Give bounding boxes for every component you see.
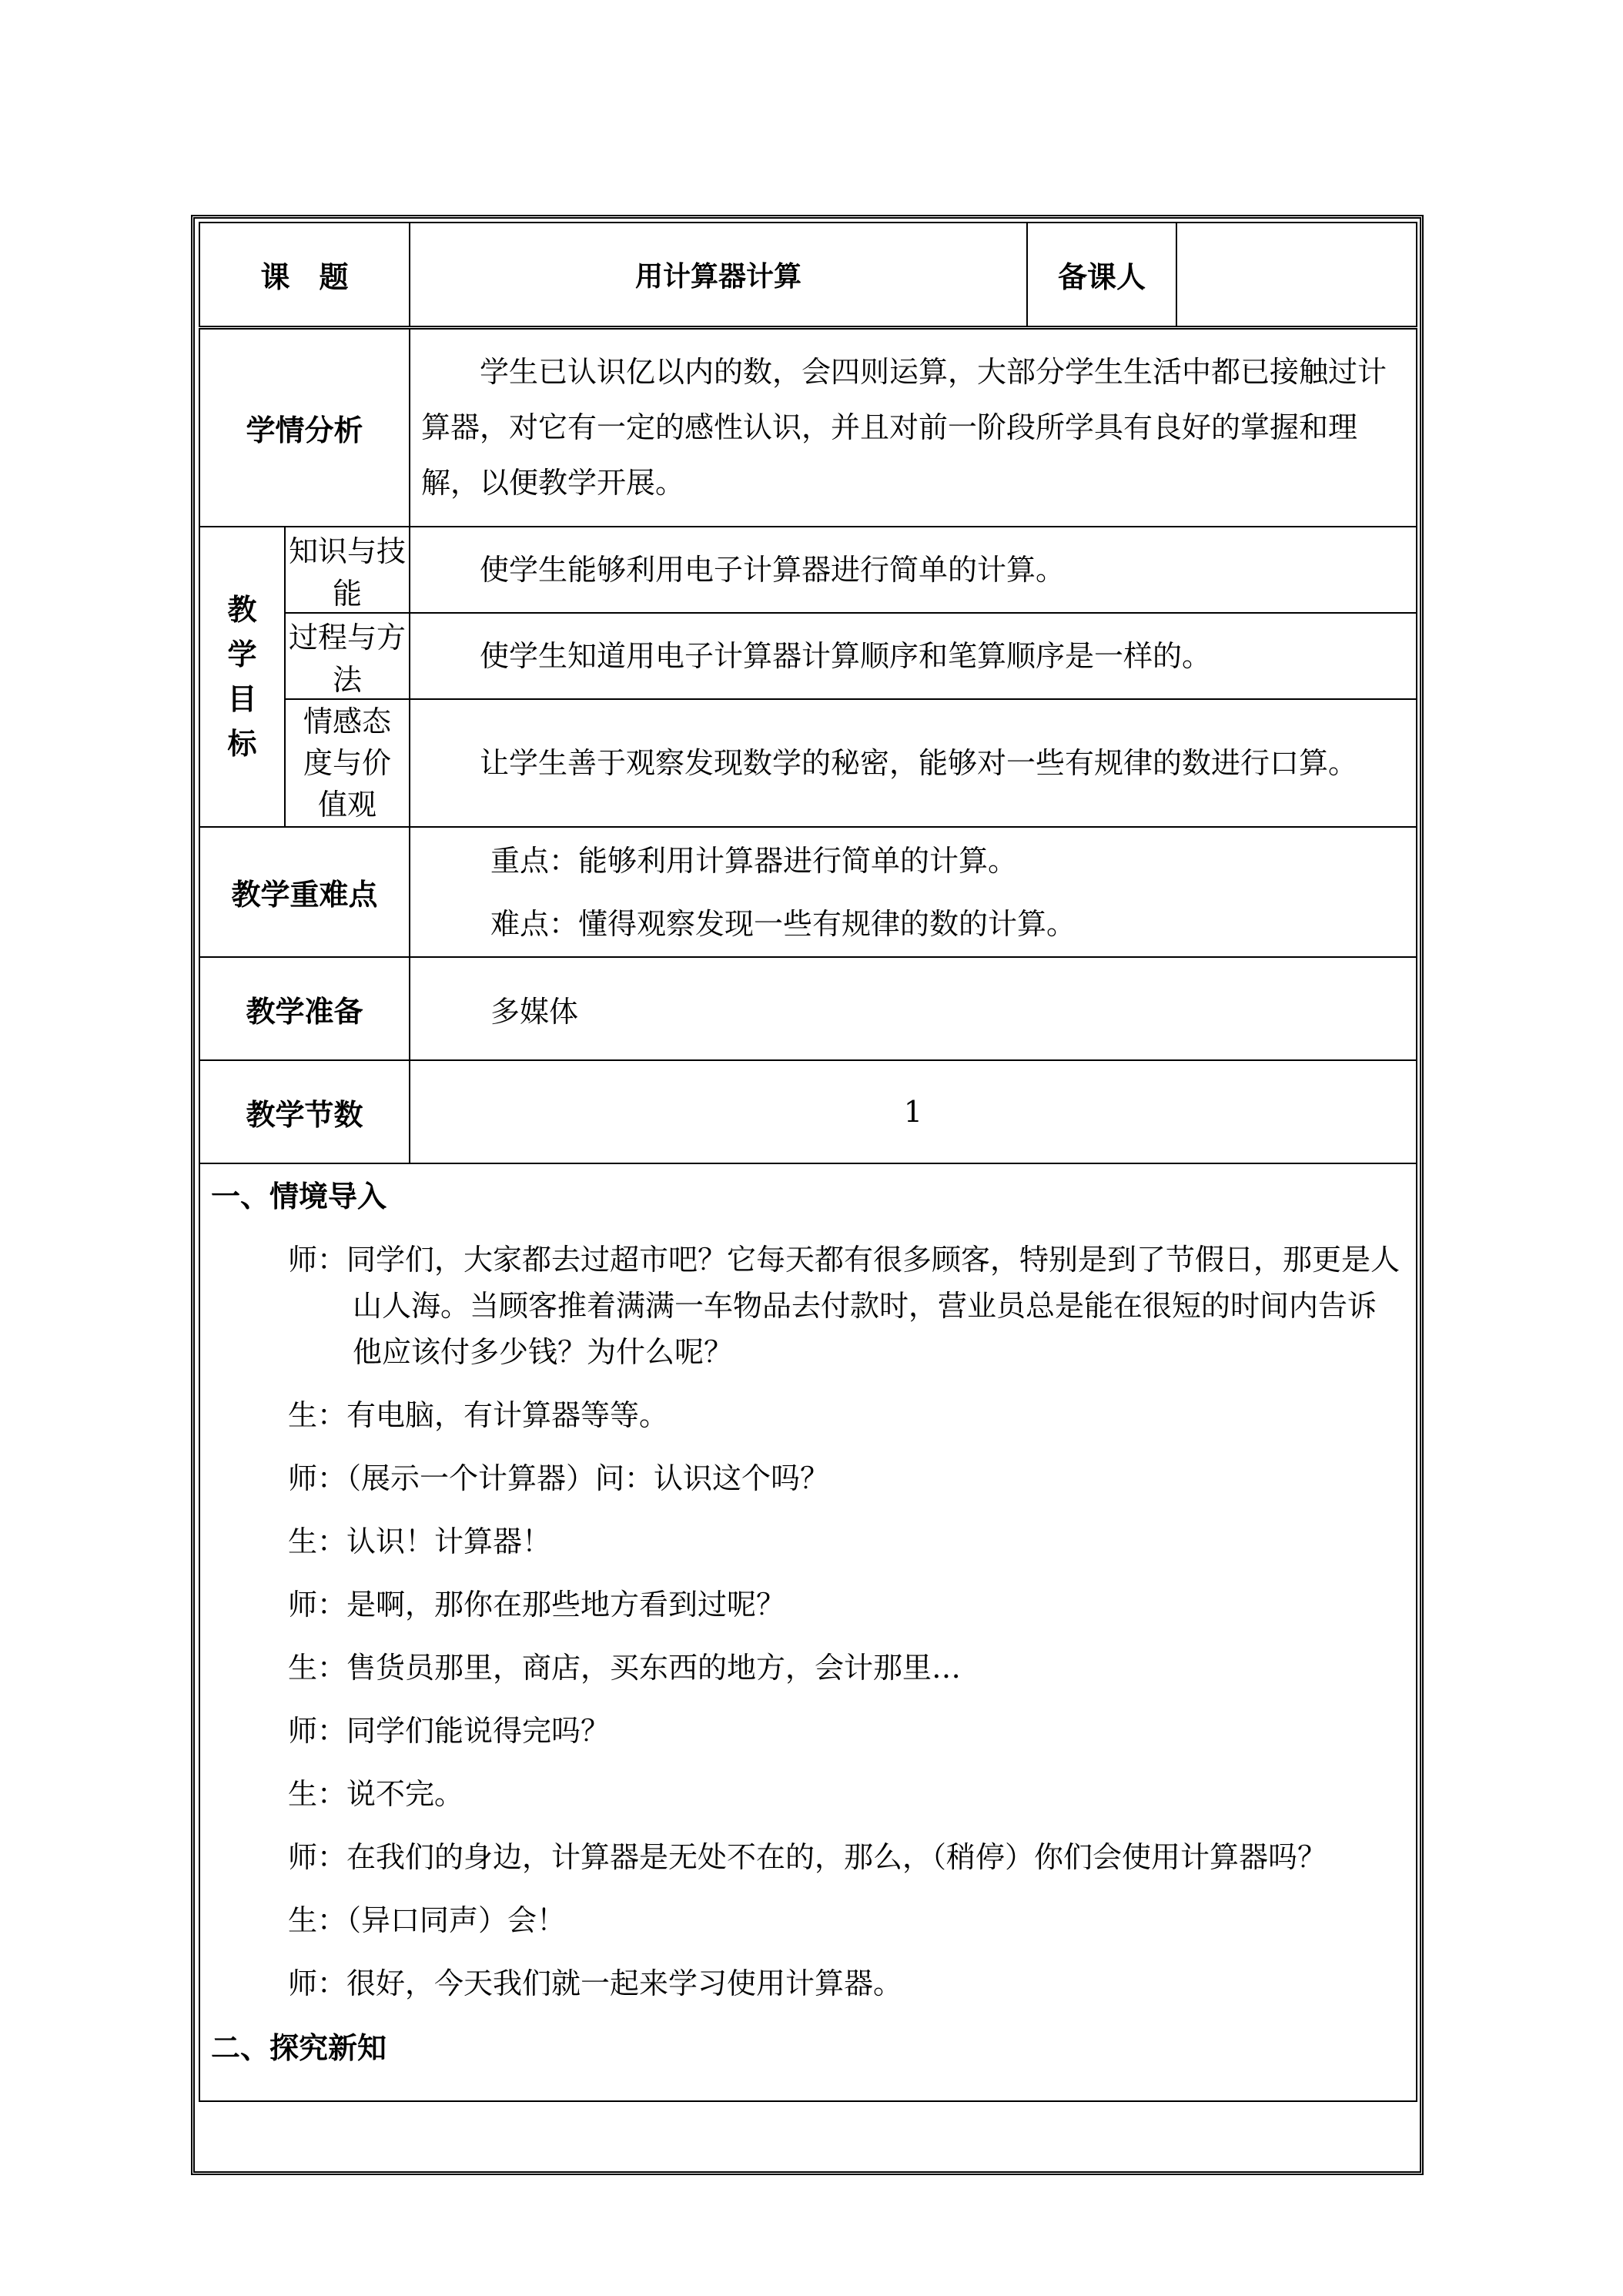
goals-label-char: 学 [227, 637, 257, 671]
dialogue-line: 师：同学们能说得完吗？ [288, 1714, 611, 1748]
goal-row-attitude [199, 699, 1417, 827]
goal-label-knowledge: 知识与技能 [285, 527, 410, 613]
goal-row-knowledge [199, 527, 1417, 613]
section-title-explore: 二、探究新知 [211, 2030, 387, 2065]
goal-row-process [199, 613, 1417, 699]
lesson-plan-table [199, 222, 1417, 2102]
goal-text-attitude: 让学生善于观察发现数学的秘密，能够对一些有规律的数进行口算。 [410, 699, 1417, 827]
topic-label: 课 题 [199, 223, 410, 327]
analysis-label: 学情分析 [199, 327, 410, 527]
dialogue-line: 师：很好，今天我们就一起来学习使用计算器。 [288, 1966, 903, 2000]
dialogue-line: 生：售货员那里，商店，买东西的地方，会计那里… [288, 1651, 962, 1685]
keypoints-difficulty: 难点：懂得观察发现一些有规律的数的计算。 [490, 906, 1076, 941]
goal-label-attitude: 情感态度与价值观 [285, 699, 410, 827]
dialogue-line: 师：（展示一个计算器）问：认识这个吗？ [288, 1461, 830, 1495]
dialogue-line: 师：是啊，那你在那些地方看到过呢？ [288, 1588, 786, 1622]
preparation-value: 多媒体 [410, 957, 1417, 1060]
goals-label-char: 教 [227, 592, 257, 627]
periods-row [199, 1060, 1417, 1163]
dialogue-line: 生：认识！计算器！ [288, 1525, 552, 1558]
dialogue-line: 生：（异口同声）会！ [288, 1903, 567, 1937]
preparation-label: 教学准备 [199, 957, 410, 1060]
section-title-intro: 一、情境导入 [211, 1179, 387, 1213]
dialogue-line: 生：说不完。 [288, 1777, 464, 1811]
preparer-value [1176, 223, 1417, 327]
goals-label-char: 标 [227, 726, 257, 761]
goal-text-process: 使学生知道用电子计算器计算顺序和笔算顺序是一样的。 [410, 613, 1417, 699]
dialogue-line: 师：在我们的身边，计算器是无处不在的，那么，（稍停）你们会使用计算器吗？ [288, 1840, 1327, 1874]
dialogue-line: 师：同学们，大家都去过超市吧？它每天都有很多顾客，特别是到了节假日，那更是人山人海。当顾客推着满满一车物品去付款时，营业员总是能在很短的时间内告诉他应该付多少钱？为什么呢？ [288, 1243, 1400, 1369]
keypoints-row [199, 827, 1417, 957]
preparer-label: 备课人 [1027, 223, 1176, 327]
dialogue-line: 生：有电脑，有计算器等等。 [288, 1398, 669, 1432]
periods-value: 1 [410, 1060, 1417, 1163]
goal-text-knowledge: 使学生能够利用电子计算器进行简单的计算。 [410, 527, 1417, 613]
keypoints-cell [410, 827, 1417, 957]
lesson-row [199, 1163, 1417, 2101]
lesson-body [199, 1163, 1417, 2101]
goal-label-process: 过程与方法 [285, 613, 410, 699]
topic-value: 用计算器计算 [410, 223, 1027, 327]
analysis-row [199, 327, 1417, 527]
keypoints-focus: 重点：能够利用计算器进行简单的计算。 [490, 843, 1018, 878]
keypoints-label: 教学重难点 [199, 827, 410, 957]
analysis-text: 学生已认识亿以内的数，会四则运算，大部分学生生活中都已接触过计算器，对它有一定的感性认识，并且对前一阶段所学具有良好的掌握和理解，以便教学开展。 [410, 327, 1417, 527]
goals-label [199, 527, 285, 827]
goals-label-char: 目 [227, 681, 257, 716]
preparation-row [199, 957, 1417, 1060]
periods-label: 教学节数 [199, 1060, 410, 1163]
header-row [199, 223, 1417, 327]
